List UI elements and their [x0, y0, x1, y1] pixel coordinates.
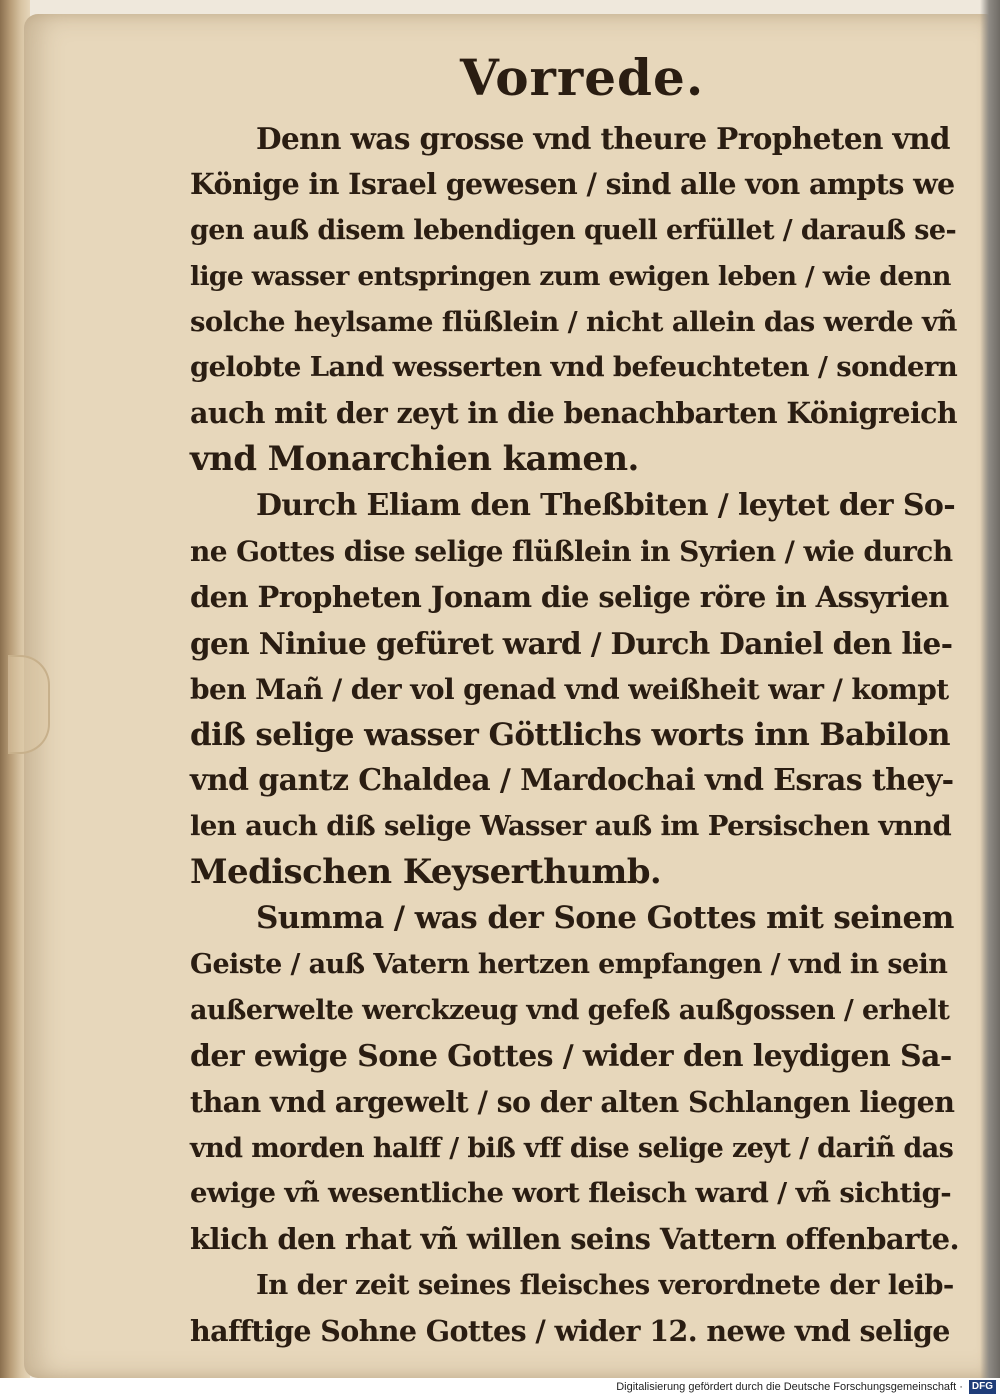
- text-line: len auch diß selige Wasser auß im Persischen vnnd: [190, 810, 952, 843]
- dfg-logo-icon: DFG: [969, 1380, 996, 1394]
- text-line: auch mit der zeyt in die benachbarten Königreich: [190, 396, 958, 431]
- body-text: [190, 116, 959, 1355]
- footer-credit: Digitalisierung gefördert durch die Deutsche Forschungsgemeinschaft ·: [616, 1381, 963, 1393]
- binding-strap: [8, 655, 50, 754]
- text-line: vnd morden halff / biß vff dise selige zeyt / dariñ das: [190, 1132, 954, 1164]
- text-line: ne Gottes dise selige flüßlein in Syrien / wie durch: [190, 535, 953, 569]
- text-line: lige wasser entspringen zum ewigen leben / wie denn: [190, 260, 951, 292]
- text-line: gelobte Land wesserten vnd befeuchteten / sondern: [190, 351, 958, 384]
- text-line: diß selige wasser Göttlichs worts inn Babilon: [190, 716, 950, 753]
- running-head: Vorrede.: [460, 48, 705, 107]
- text-line: den Propheten Jonam die selige röre in Assyrien: [190, 579, 949, 614]
- text-line: solche heylsame flüßlein / nicht allein das werde vñ: [190, 305, 957, 338]
- text-line: Durch Eliam den Theßbiten / leytet der So-: [256, 488, 956, 524]
- text-line: vnd Monarchien kamen.: [190, 439, 639, 480]
- text-line: In der zeit seines fleisches verordnete der leib-: [256, 1269, 954, 1302]
- text-line: than vnd argewelt / so der alten Schlangen liegen: [190, 1084, 955, 1119]
- text-line: klich den rhat vñ willen seins Vattern offenbarte.: [190, 1222, 959, 1257]
- text-line: Denn was grosse vnd theure Propheten vnd: [256, 121, 950, 156]
- text-line: Könige in Israel gewesen / sind alle von ampts we: [190, 166, 955, 201]
- text-line: der ewige Sone Gottes / wider den leydigen Sa-: [190, 1038, 952, 1074]
- text-line: hafftige Sohne Gottes / wider 12. newe vnd selige: [190, 1314, 950, 1349]
- text-line: Summa / was der Sone Gottes mit seinem: [256, 900, 954, 937]
- text-line: Medischen Keyserthumb.: [190, 852, 662, 893]
- text-line: Geiste / auß Vatern hertzen empfangen / vnd in sein: [190, 949, 948, 981]
- text-line: gen auß disem lebendigen quell erfüllet / darauß se-: [190, 214, 957, 246]
- text-line: außerwelte werckzeug vnd gefeß außgossen / erhelt: [190, 994, 950, 1026]
- text-line: ben Mañ / der vol genad vnd weißheit war / kompt: [190, 672, 949, 706]
- text-line: ewige vñ wesentliche wort fleisch ward / vñ sichtig-: [190, 1177, 952, 1210]
- text-line: gen Niniue gefüret ward / Durch Daniel den lie-: [190, 625, 953, 661]
- page-stack-edge: [980, 0, 1000, 1378]
- digitization-footer: [0, 1378, 1000, 1397]
- text-line: vnd gantz Chaldea / Mardochai vnd Esras they-: [190, 763, 954, 799]
